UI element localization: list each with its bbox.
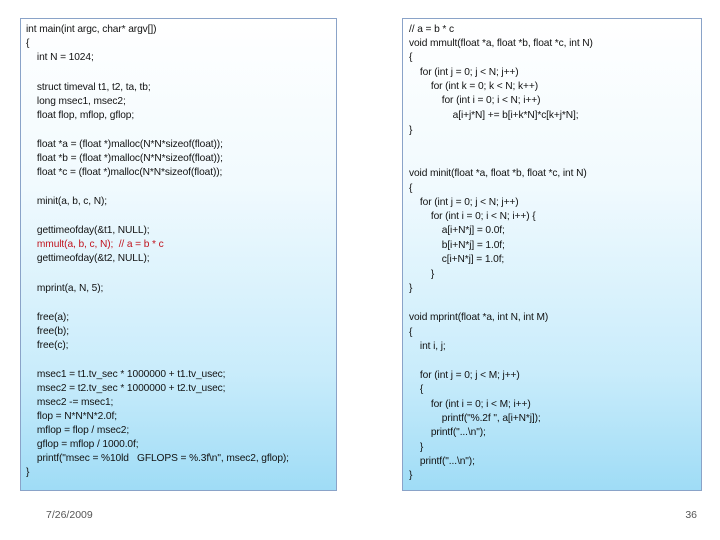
code-line: for (int j = 0; j < N; j++) [409,67,519,78]
code-line: } [26,467,30,478]
code-line: for (int i = 0; i < N; i++) { [409,211,536,222]
code-line: int N = 1024; [26,52,94,63]
code-line: void mmult(float *a, float *b, float *c, int N) [409,38,593,49]
code-line: // a = b * c [409,24,454,35]
code-line: int i, j; [409,341,446,352]
code-line: void minit(float *a, float *b, float *c, int N) [409,168,587,179]
code-line: mflop = flop / msec2; [26,425,130,436]
code-line: { [409,183,413,194]
code-line: } [409,269,435,280]
code-line: minit(a, b, c, N); [26,196,108,207]
code-line: a[i+j*N] += b[i+k*N]*c[k+j*N]; [409,110,579,121]
code-line: float *b = (float *)malloc(N*N*sizeof(float)); [26,153,223,164]
code-line: } [409,283,413,294]
code-line: float *c = (float *)malloc(N*N*sizeof(float)); [26,167,223,178]
code-line: for (int i = 0; i < N; i++) [409,95,541,106]
code-line: void mprint(float *a, int N, int M) [409,312,549,323]
left-code-panel [20,18,337,491]
code-line: gettimeofday(&t2, NULL); [26,253,150,264]
code-line: c[i+N*j] = 1.0f; [409,254,505,265]
code-line: msec2 = t2.tv_sec * 1000000 + t2.tv_usec; [26,383,226,394]
code-line: int main(int argc, char* argv[]) [26,24,157,35]
code-line: struct timeval t1, t2, ta, tb; [26,82,151,93]
page-number: 36 [685,509,697,521]
code-line: a[i+N*j] = 0.0f; [409,225,505,236]
code-line: } [409,125,413,136]
code-line: printf("...\n"); [409,456,475,467]
code-line: printf("...\n"); [409,427,486,438]
code-line: float *a = (float *)malloc(N*N*sizeof(float)); [26,139,223,150]
code-line: msec2 -= msec1; [26,397,114,408]
code-line: } [409,470,413,481]
code-line-highlighted: mmult(a, b, c, N); // a = b * c [26,239,164,250]
code-line: free(c); [26,340,69,351]
code-line: printf("%.2f ", a[i+N*j]); [409,413,541,424]
code-line: mprint(a, N, 5); [26,283,104,294]
code-line: { [409,327,413,338]
code-line: } [409,442,424,453]
code-line: float flop, mflop, gflop; [26,110,135,121]
code-line: for (int j = 0; j < N; j++) [409,197,519,208]
code-line: free(a); [26,312,69,323]
code-line: gettimeofday(&t1, NULL); [26,225,150,236]
footer-date: 7/26/2009 [46,509,93,521]
code-line: for (int k = 0; k < N; k++) [409,81,538,92]
code-line: for (int j = 0; j < M; j++) [409,370,520,381]
code-line: gflop = mflop / 1000.0f; [26,439,139,450]
code-line: free(b); [26,326,69,337]
code-line: { [409,384,424,395]
code-line: long msec1, msec2; [26,96,126,107]
code-line: msec1 = t1.tv_sec * 1000000 + t1.tv_usec; [26,369,226,380]
code-line: b[i+N*j] = 1.0f; [409,240,505,251]
right-code-panel [402,18,702,491]
code-line: printf("msec = %10ld GFLOPS = %.3f\n", msec2, gflop); [26,453,289,464]
code-line: { [26,38,30,49]
code-line: for (int i = 0; i < M; i++) [409,399,531,410]
code-line: { [409,52,413,63]
code-line: flop = N*N*N*2.0f; [26,411,117,422]
